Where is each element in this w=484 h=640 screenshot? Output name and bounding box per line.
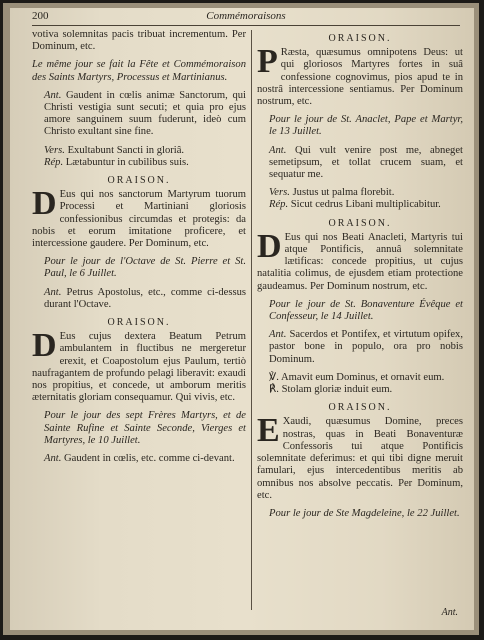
prayer — [32, 185, 246, 250]
response-text: Stolam gloriæ induit eum. — [281, 384, 393, 396]
section-heading: ORAISON. — [107, 317, 171, 329]
versicle — [257, 372, 463, 384]
vers-label: Vers. — [269, 187, 290, 199]
antiphon — [32, 453, 246, 465]
text-paragraph: votiva solemnitas pacis tribuat incrementum. Per Dominum, etc. — [32, 29, 246, 53]
antiphon — [257, 329, 463, 366]
antiphon-text: Gaudent in cœlis animæ Sanctorum, qui Christi vestigia sunt secuti; et quia pro ejus amore sanguinem suum fuderunt, ideò cum Christo exultant sine fine. — [44, 89, 246, 138]
left-column — [32, 29, 246, 471]
drop-cap: D — [32, 327, 57, 365]
antiphon-text: Sacerdos et Pontifex, et virtutum opifex, pastor bone in populo, ora pro nobis Dominum. — [269, 329, 463, 365]
rep-label: Rép. — [44, 156, 64, 168]
antiphon-text: Qui vult venire post me, abneget semetipsum, et tollat crucem suam, et sequatur me. — [269, 144, 463, 181]
column-separator — [251, 30, 252, 610]
antiphon-text: Petrus Apostolus, etc., comme ci-dessus durant l'Octave. — [44, 286, 246, 310]
prayer — [257, 227, 463, 293]
versicle-text: Exultabunt Sancti in gloriâ. — [67, 144, 185, 156]
versicle — [257, 187, 463, 199]
drop-cap: E — [257, 412, 280, 450]
versicle — [32, 145, 246, 157]
rubric: Le même jour se fait la Fête et Commémoraison des Saints Martyrs, Processus et Martinianus. — [32, 59, 246, 83]
section-heading: ORAISON. — [107, 175, 171, 187]
ant-label: Ant. — [269, 329, 287, 341]
antiphon — [257, 145, 463, 182]
ant-label: Ant. — [269, 144, 287, 156]
rubric: Pour le jour de l'Octave de St. Pierre et St. Paul, le 6 Juillet. — [44, 256, 246, 280]
prayer-text: Eus qui nos Beati Anacleti, Martyris tui atque Pontificis, annuâ solemnitate lætificas: concede propitius, ut cujus natalitia colimus, de ejusdem etiam protectione gaudeamus. Per Dominum nostrum, etc. — [257, 231, 463, 292]
book-page — [10, 8, 474, 630]
drop-cap: D — [32, 185, 57, 223]
drop-cap: P — [257, 43, 278, 81]
running-title: Commémoraisons — [206, 10, 286, 22]
page-header — [32, 10, 460, 26]
versicle-text: Amavit eum Dominus, et ornavit eum. — [280, 371, 445, 383]
r-label: ℟. — [269, 384, 279, 396]
response — [257, 199, 463, 211]
rep-label: Rép. — [269, 199, 289, 211]
rubric: Pour le jour de St. Bonaventure Évêque et Confesseur, le 14 Juillet. — [269, 298, 463, 323]
response — [257, 384, 463, 396]
prayer — [257, 412, 463, 501]
rubric: Pour le jour de St. Anaclet, Pape et Martyr, le 13 Juillet. — [269, 114, 463, 138]
rubric: Pour le jour de Ste Magdeleine, le 22 Juillet. — [269, 507, 460, 519]
response — [32, 157, 246, 169]
vers-label: Vers. — [44, 144, 65, 156]
antiphon — [32, 287, 246, 311]
section-heading: ORAISON. — [328, 33, 392, 44]
ant-label: Ant. — [44, 89, 62, 101]
prayer-text: Ræsta, quæsumus omnipotens Deus: ut qui gloriosos Martyres fortes in suâ confessione cognovimus, pios apud te in nostrâ intercessione sentiamus. Per Dominum nostrum, etc. — [257, 47, 463, 108]
versicle-text: Justus ut palma florebit. — [292, 187, 395, 199]
rubric: Pour le jour des sept Frères Martyrs, et de Sainte Rufine et Sainte Seconde, Vierges et Martyres, le 10 Juillet. — [44, 410, 246, 446]
right-column — [257, 29, 463, 526]
v-label: ℣. — [269, 371, 279, 383]
prayer-text: Xaudi, quæsumus Domine, preces nostras, quas in Beati Bonaventuræ Confessoris tui atque Pontificis solemnitate deferimus: et qui tibi digne meruit famulari, ejus intercedentibus meritis ab omnibus nos absolve peccatis. Per Dominum, etc. — [257, 416, 463, 501]
prayer-text: Eus cujus dextera Beatum Petrum ambulantem in fluctibus ne mergeretur erexit, et Coapostolum ejus Paulum, tertiò naufragantem de profundo pelagi liberavit: exaudi nos propitius, et concede, ut amborum meritis æternitatis gloriam consequamur. Qui vivis, etc. — [32, 331, 246, 404]
prayer — [32, 327, 246, 404]
header-rule — [32, 25, 460, 26]
page-number: 200 — [32, 10, 49, 22]
response-text: Lætabuntur in cubilibus suis. — [65, 156, 189, 168]
response-text: Sicut cedrus Libani multiplicabitur. — [290, 199, 441, 211]
drop-cap: D — [257, 227, 282, 265]
catchword: Ant. — [441, 607, 458, 618]
antiphon-text: Gaudent in cœlis, etc. comme ci-devant. — [64, 453, 235, 465]
prayer — [257, 43, 463, 108]
prayer-text: Eus qui nos sanctorum Martyrum tuorum Processi et Martiniani gloriosis confessionibus circumdas et protegis: da nobis et eorum imitatione proficere, et intercessione gaudere. Per Dominum, etc. — [32, 189, 246, 250]
section-heading: ORAISON. — [328, 402, 392, 414]
ant-label: Ant. — [44, 453, 62, 465]
ant-label: Ant. — [44, 286, 62, 298]
section-heading: ORAISON. — [328, 217, 392, 229]
antiphon — [32, 90, 246, 139]
